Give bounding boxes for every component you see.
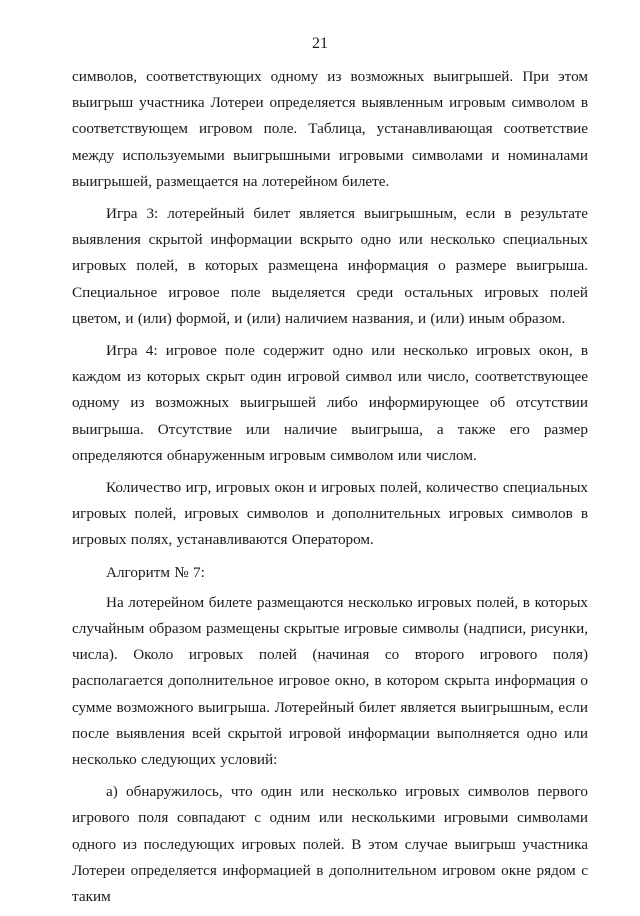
paragraph-game-3: Игра 3: лотерейный билет является выигрышным, если в результате выявления скрытой информации вскрыто одно или несколько специальных игровых полей, в которых размещена информация о размере выигрыша. Специальное игровое поле выделяется среди остальных игровых полей цветом, и (или) формой, и (или) наличием названия, и (или) иным образом. <box>72 205 588 327</box>
paragraph-quantity: Количество игр, игровых окон и игровых полей, количество специальных игровых полей, игровых символов и дополнительных игровых символов в игровых полях, устанавливаются Оператором. <box>72 479 588 549</box>
paragraph-algorithm-7: На лотерейном билете размещаются несколько игровых полей, в которых случайным образом размещены скрытые игровые символы (надписи, рисунки, числа). Около игровых полей (начиная со второго игрового поля) располагается дополнительное игровое окно, в котором скрыта информация о сумме возможного выигрыша. Лотерейный билет является выигрышным, если после выявления всей скрытой игровой информации выполняется одно или несколько следующих условий: <box>72 593 588 769</box>
algorithm-heading: Алгоритм № 7: <box>106 563 205 581</box>
paragraph-condition-a: а) обнаружилось, что один или несколько игровых символов первого игрового поля совпадают с одним или несколькими игровыми символами одного из последующих игровых полей. В этом случае выигрыш участника Лотереи определяется информацией в дополнительном игровом окне рядом с таким <box>72 783 588 906</box>
paragraph-game-4: Игра 4: игровое поле содержит одно или несколько игровых окон, в каждом из которых скрыт один игровой символ или число, соответствующее одному из возможных выигрышей либо информирующее об отсутствии выигрыша. Отсутствие или наличие выигрыша, а также его размер определяются обнаруженным игровым символом или числом. <box>72 342 588 464</box>
document-body <box>72 64 588 916</box>
paragraph-continuation: символов, соответствующих одному из возможных выигрышей. При этом выигрыш участника Лотереи определяется выявленным игровым символом в соответствующем игровом поле. Таблица, устанавливающая соответствие между используемыми выигрышными игровыми символами и номиналами выигрышей, размещается на лотерейном билете. <box>72 68 588 190</box>
page-number: 21 <box>312 35 328 52</box>
